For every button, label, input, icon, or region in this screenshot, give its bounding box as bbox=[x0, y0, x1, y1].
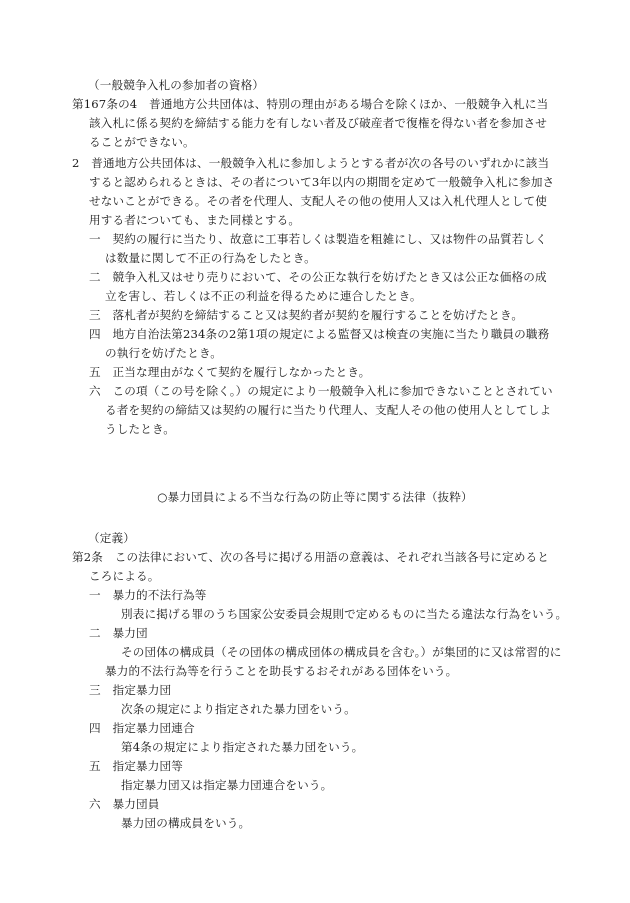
article-2-line1: 第2条 この法律において、次の各号に掲げる用語の意義は、それぞれ当該各号に定めると bbox=[72, 550, 550, 564]
para2-line1: 2 普通地方公共団体は、一般競争入札に参加しようとする者が次の各号のいずれかに該当 bbox=[72, 156, 550, 170]
def3-desc: 次条の規定により指定された暴力団をいう。 bbox=[121, 702, 356, 716]
item4-line2: の執行を妨げたとき。 bbox=[105, 346, 222, 360]
def2-term: 二 暴力団 bbox=[89, 626, 148, 640]
para2-line2: すると認められるときは、その者について3年以内の期間を定めて一般競争入札に参加さ bbox=[89, 175, 555, 189]
def4-term: 四 指定暴力団連合 bbox=[89, 721, 195, 735]
item3-line1: 三 落札者が契約を締結すること又は契約者が契約を履行することを妨げたとき。 bbox=[89, 308, 524, 322]
def1-term: 一 暴力的不法行為等 bbox=[89, 588, 207, 602]
para2-line3: せないことができる。その者を代理人、支配人その他の使用人又は入札代理人として使 bbox=[89, 194, 548, 208]
item1-line2: は数量に関して不正の行為をしたとき。 bbox=[105, 251, 316, 265]
section1-heading: （一般競争入札の参加者の資格） bbox=[88, 78, 265, 92]
item6-line1: 六 この項（この号を除く。）の規定により一般競争入札に参加できないこととされてい bbox=[89, 384, 553, 398]
item2-line1: 二 競争入札又はせり売りにおいて、その公正な執行を妨げたとき又は公正な価格の成 bbox=[89, 270, 547, 284]
def4-desc: 第4条の規定により指定された暴力団をいう。 bbox=[121, 740, 364, 754]
def1-desc: 別表に掲げる罪のうち国家公安委員会規則で定めるものに当たる違法な行為をいう。 bbox=[121, 607, 568, 621]
def6-term: 六 暴力団員 bbox=[89, 797, 160, 811]
article-2-line2: ころによる。 bbox=[89, 569, 160, 583]
article-167-4-line2: 該入札に係る契約を締結する能力を有しない者及び破産者で復権を得ない者を参加させ bbox=[89, 116, 548, 130]
item4-line1: 四 地方自治法第234条の2第1項の規定による監督又は検査の実施に当たり職員の職務 bbox=[89, 327, 550, 341]
section2-heading: （定義） bbox=[88, 531, 135, 545]
section2-title: ○暴力団員による不当な行為の防止等に関する法律（抜粋） bbox=[157, 490, 473, 504]
para2-line4: 用する者についても、また同様とする。 bbox=[89, 213, 301, 227]
article-167-4-line1: 第167条の4 普通地方公共団体は、特別の理由がある場合を除くほか、一般競争入札に当 bbox=[72, 97, 549, 111]
article-167-4-line3: ることができない。 bbox=[89, 135, 195, 149]
def6-desc: 暴力団の構成員をいう。 bbox=[121, 816, 251, 830]
def3-term: 三 指定暴力団 bbox=[89, 683, 172, 697]
item6-line2: る者を契約の締結又は契約の履行に当たり代理人、支配人その他の使用人としてしよ bbox=[105, 403, 552, 417]
def2-desc-line1: その団体の構成員（その団体の構成団体の構成員を含む。）が集団的に又は常習的に bbox=[121, 645, 562, 659]
item2-line2: 立を害し、若しくは不正の利益を得るために連合したとき。 bbox=[105, 289, 422, 303]
item1-line1: 一 契約の履行に当たり、故意に工事若しくは製造を粗雑にし、又は物件の品質若しく bbox=[89, 232, 548, 246]
def5-desc: 指定暴力団又は指定暴力団連合をいう。 bbox=[121, 778, 333, 792]
item5-line1: 五 正当な理由がなくて契約を履行しなかったとき。 bbox=[89, 365, 371, 379]
def2-desc-line2: 暴力的不法行為等を行うことを助長するおそれがある団体をいう。 bbox=[105, 664, 458, 678]
def5-term: 五 指定暴力団等 bbox=[89, 759, 183, 773]
item6-line3: うしたとき。 bbox=[105, 422, 175, 436]
